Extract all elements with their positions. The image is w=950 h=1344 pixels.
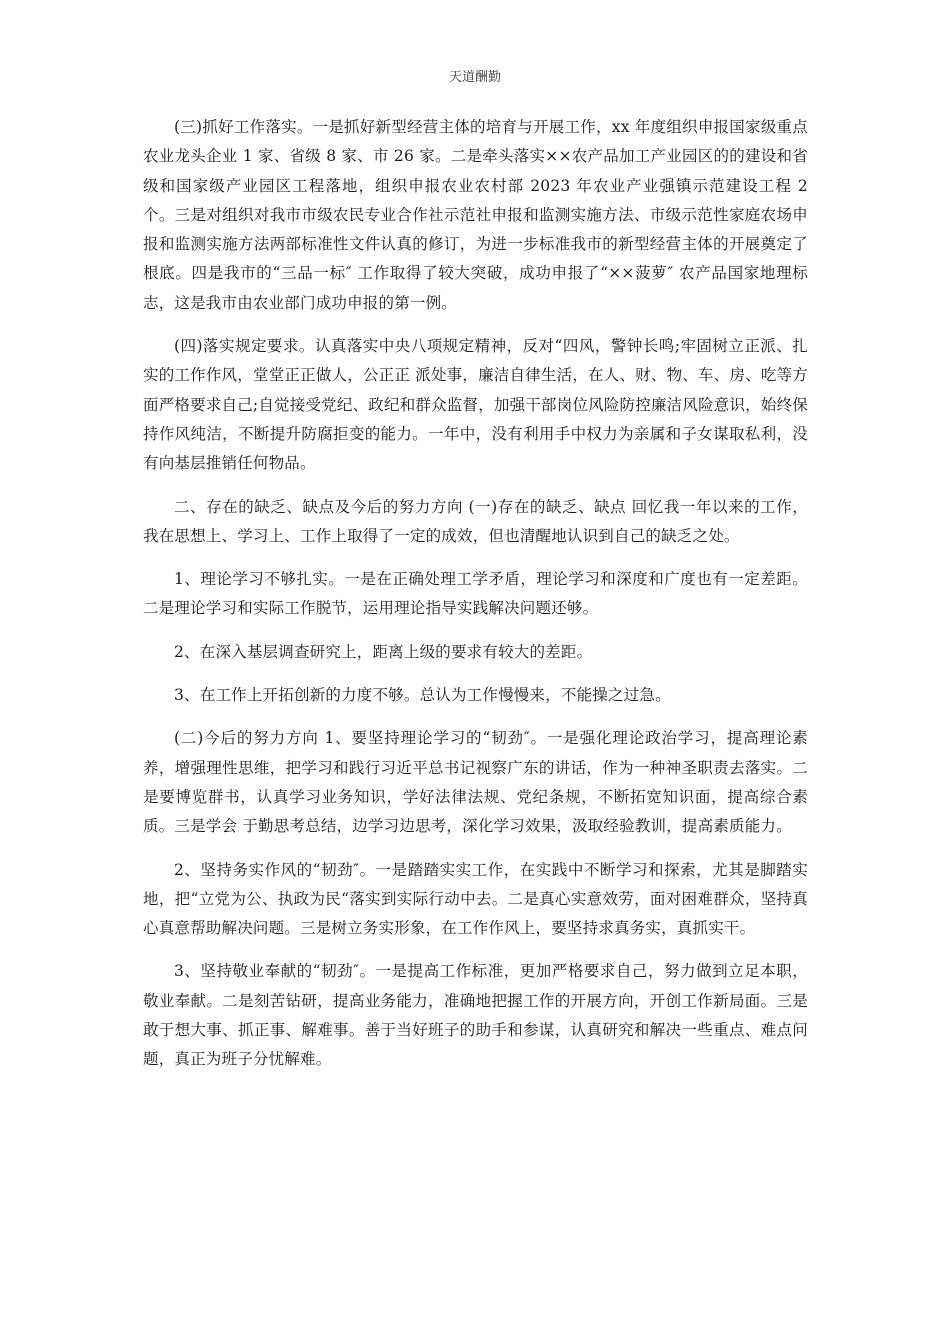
document-body — [143, 113, 808, 1089]
page-header: 天道酬勤 — [448, 70, 501, 85]
paragraph-shortcoming-1: 1、理论学习不够扎实。一是在正确处理工学矛盾，理论学习和深度和广度也有一定差距。二是理论学习和实际工作脱节，运用理论指导实践解决问题还够。 — [143, 570, 808, 618]
paragraph-shortcomings-intro: 二、存在的缺乏、缺点及今后的努力方向 (一)存在的缺乏、缺点 回忆我一年以来的工作，我在思想上、学习上、工作上取得了一定的成效，但也清醒地认识到自己的缺乏之处。 — [143, 497, 808, 545]
paragraph-shortcoming-3: 3、在工作上开拓创新的力度不够。总认为工作慢慢来，不能操之过急。 — [174, 686, 671, 705]
paragraph-direction-2: 2、坚持务实作风的“韧劲″。一是踏踏实实工作，在实践中不断学习和探索，尤其是脚踏实地，把“立党为公、执政为民“落实到实际行动中去。二是真心实意效劳，面对困难群众，坚持真心真意帮助解决问题。三是树立务实形象，在工作作风上，要坚持求真务实，真抓实干。 — [143, 860, 808, 938]
paragraph-shortcoming-2: 2、在深入基层调查研究上，距离上级的要求有较大的差距。 — [174, 642, 593, 661]
paragraph-regulation-requirements: (四)落实规定要求。认真落实中央八项规定精神，反对“四风，警钟长鸣;牢固树立正派、扎实的工作作风，堂堂正正做人，公正正 派处事，廉洁自律生活，在人、财、物、车、房、吃等方面严格要求自己;自觉接受党纪、政纪和群众监督，加强干部岗位风险防控廉洁风险意识，始终保持作风纯洁，不断提升防腐拒变的能力。一年中，没有利用手中权力为亲属和子女谋取私利，没有向基层推销任何物品。 — [143, 337, 808, 473]
paragraph-work-implementation: (三)抓好工作落实。一是抓好新型经营主体的培育与开展工作，xx 年度组织申报国家级重点农业龙头企业 1 家、省级 8 家、市 26 家。二是牵头落实××农产品加工产业园区的的建设和省级和国家级产业园区工程落地，组织申报农业农村部 2023 年农业产业强镇示范建设工程 2 个。三是对组织对我市市级农民专业合作社示范社申报和监测实施方法、市级示范性家庭农场申报和监测实施方法两部标准性文件认真的修订，为进一步标准我市的新型经营主体的开展奠定了根底。四是我市的“三品一标″ 工作取得了较大突破，成功申报了“××菠萝″ 农产品国家地理标志，这是我市由农业部门成功申报的第一例。 — [143, 118, 808, 312]
paragraph-direction-1: (二)今后的努力方向 1、要坚持理论学习的“韧劲″。一是强化理论政治学习，提高理论素养，增强理性思维，把学习和践行习近平总书记视察广东的讲话，作为一种神圣职责去落实。二是要博览群书，认真学习业务知识，学好法律法规、党纪条规，不断拓宽知识面，提高综合素质。三是学会 于勤思考总结，边学习边思考，深化学习效果，汲取经验教训，提高素质能力。 — [143, 729, 808, 836]
paragraph-direction-3: 3、坚持敬业奉献的“韧劲″。一是提高工作标准，更加严格要求自己，努力做到立足本职，敬业奉献。二是刻苦钻研，提高业务能力，准确地把握工作的开展方向，开创工作新局面。三是敢于想大事、抓正事、解难事。善于当好班子的助手和参谋，认真研究和解决一些重点、难点问题，真正为班子分忧解难。 — [143, 962, 808, 1069]
